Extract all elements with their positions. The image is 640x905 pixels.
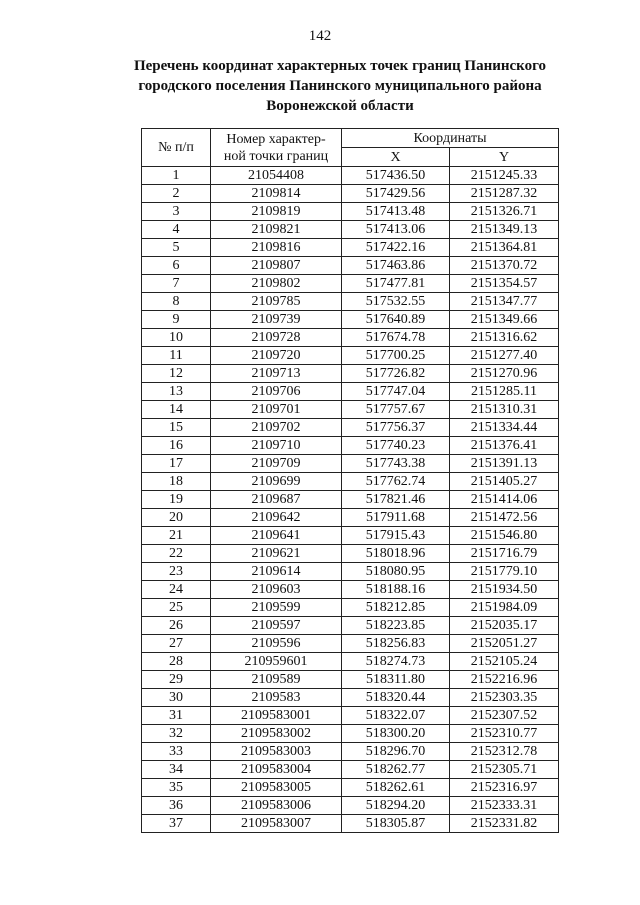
cell-point-id: 2109816 — [211, 239, 342, 257]
cell-number: 13 — [142, 383, 211, 401]
cell-number: 22 — [142, 545, 211, 563]
cell-x: 518188.16 — [342, 581, 450, 599]
cell-point-id: 2109785 — [211, 293, 342, 311]
table-row — [142, 617, 559, 635]
cell-point-id: 2109687 — [211, 491, 342, 509]
cell-x: 517756.37 — [342, 419, 450, 437]
cell-number: 37 — [142, 815, 211, 833]
cell-point-id: 2109710 — [211, 437, 342, 455]
cell-x: 518223.85 — [342, 617, 450, 635]
cell-point-id: 2109583001 — [211, 707, 342, 725]
cell-number: 9 — [142, 311, 211, 329]
cell-x: 518018.96 — [342, 545, 450, 563]
cell-point-id: 2109583006 — [211, 797, 342, 815]
table-row — [142, 311, 559, 329]
header-point-line-2: ной точки границ — [223, 148, 329, 164]
table-row — [142, 437, 559, 455]
cell-point-id: 2109819 — [211, 203, 342, 221]
cell-point-id: 2109583005 — [211, 779, 342, 797]
cell-number: 32 — [142, 725, 211, 743]
table-row — [142, 365, 559, 383]
cell-number: 35 — [142, 779, 211, 797]
cell-x: 518212.85 — [342, 599, 450, 617]
cell-y: 2151287.32 — [450, 185, 559, 203]
cell-x: 517757.67 — [342, 401, 450, 419]
cell-point-id: 21054408 — [211, 167, 342, 185]
cell-x: 517532.55 — [342, 293, 450, 311]
cell-x: 518274.73 — [342, 653, 450, 671]
cell-point-id: 2109596 — [211, 635, 342, 653]
cell-point-id: 2109583007 — [211, 815, 342, 833]
cell-number: 31 — [142, 707, 211, 725]
table-row — [142, 527, 559, 545]
cell-y: 2151326.71 — [450, 203, 559, 221]
cell-point-id: 2109802 — [211, 275, 342, 293]
cell-number: 16 — [142, 437, 211, 455]
cell-number: 25 — [142, 599, 211, 617]
cell-y: 2152310.77 — [450, 725, 559, 743]
cell-point-id: 2109713 — [211, 365, 342, 383]
cell-number: 8 — [142, 293, 211, 311]
cell-x: 517743.38 — [342, 455, 450, 473]
cell-y: 2152305.71 — [450, 761, 559, 779]
table-row — [142, 473, 559, 491]
cell-x: 518296.70 — [342, 743, 450, 761]
cell-point-id: 2109709 — [211, 455, 342, 473]
cell-number: 4 — [142, 221, 211, 239]
table-row — [142, 635, 559, 653]
header-y: Y — [450, 148, 559, 167]
table-row — [142, 725, 559, 743]
cell-x: 517413.48 — [342, 203, 450, 221]
cell-y: 2151984.09 — [450, 599, 559, 617]
cell-y: 2151245.33 — [450, 167, 559, 185]
cell-y: 2151364.81 — [450, 239, 559, 257]
table-row — [142, 383, 559, 401]
cell-y: 2151310.31 — [450, 401, 559, 419]
header-x: X — [342, 148, 450, 167]
cell-x: 517747.04 — [342, 383, 450, 401]
cell-x: 517463.86 — [342, 257, 450, 275]
cell-y: 2151349.66 — [450, 311, 559, 329]
cell-y: 2151472.56 — [450, 509, 559, 527]
cell-y: 2152333.31 — [450, 797, 559, 815]
cell-number: 7 — [142, 275, 211, 293]
table-row — [142, 797, 559, 815]
table-row — [142, 203, 559, 221]
cell-point-id: 2109701 — [211, 401, 342, 419]
cell-point-id: 2109583002 — [211, 725, 342, 743]
table-row — [142, 599, 559, 617]
table-row — [142, 221, 559, 239]
cell-x: 517413.06 — [342, 221, 450, 239]
cell-number: 29 — [142, 671, 211, 689]
cell-point-id: 2109699 — [211, 473, 342, 491]
table-row — [142, 815, 559, 833]
cell-number: 20 — [142, 509, 211, 527]
cell-x: 518311.80 — [342, 671, 450, 689]
cell-number: 30 — [142, 689, 211, 707]
table-row — [142, 509, 559, 527]
cell-y: 2152035.17 — [450, 617, 559, 635]
table-row — [142, 347, 559, 365]
cell-point-id: 2109821 — [211, 221, 342, 239]
cell-y: 2151546.80 — [450, 527, 559, 545]
cell-number: 24 — [142, 581, 211, 599]
cell-point-id: 2109589 — [211, 671, 342, 689]
cell-point-id: 2109603 — [211, 581, 342, 599]
cell-number: 21 — [142, 527, 211, 545]
cell-point-id: 210959601 — [211, 653, 342, 671]
table-row — [142, 329, 559, 347]
cell-y: 2151934.50 — [450, 581, 559, 599]
cell-y: 2151370.72 — [450, 257, 559, 275]
cell-point-id: 2109720 — [211, 347, 342, 365]
cell-number: 18 — [142, 473, 211, 491]
cell-y: 2152331.82 — [450, 815, 559, 833]
page-number: 142 — [308, 28, 332, 44]
cell-number: 14 — [142, 401, 211, 419]
cell-number: 6 — [142, 257, 211, 275]
cell-point-id: 2109807 — [211, 257, 342, 275]
header-point-line-1: Номер характер- — [226, 131, 326, 147]
cell-x: 518300.20 — [342, 725, 450, 743]
cell-y: 2151354.57 — [450, 275, 559, 293]
cell-y: 2151285.11 — [450, 383, 559, 401]
table-row — [142, 545, 559, 563]
table-row — [142, 689, 559, 707]
cell-y: 2152316.97 — [450, 779, 559, 797]
cell-x: 517915.43 — [342, 527, 450, 545]
document-title — [120, 56, 560, 116]
header-coordinates: Координаты — [342, 129, 559, 148]
table-row — [142, 707, 559, 725]
cell-point-id: 2109641 — [211, 527, 342, 545]
cell-y: 2152216.96 — [450, 671, 559, 689]
cell-number: 12 — [142, 365, 211, 383]
cell-y: 2152307.52 — [450, 707, 559, 725]
coordinates-table — [141, 128, 559, 833]
table-row — [142, 581, 559, 599]
table-row — [142, 167, 559, 185]
cell-number: 1 — [142, 167, 211, 185]
cell-y: 2152312.78 — [450, 743, 559, 761]
cell-number: 10 — [142, 329, 211, 347]
cell-x: 518080.95 — [342, 563, 450, 581]
cell-number: 36 — [142, 797, 211, 815]
table-row — [142, 563, 559, 581]
title-line: Перечень координат характерных точек границ Панинского — [133, 58, 547, 74]
cell-y: 2151779.10 — [450, 563, 559, 581]
cell-point-id: 2109583004 — [211, 761, 342, 779]
cell-number: 17 — [142, 455, 211, 473]
cell-y: 2151716.79 — [450, 545, 559, 563]
cell-number: 28 — [142, 653, 211, 671]
cell-point-id: 2109583 — [211, 689, 342, 707]
cell-number: 5 — [142, 239, 211, 257]
cell-x: 518322.07 — [342, 707, 450, 725]
table-body — [142, 167, 559, 833]
cell-point-id: 2109728 — [211, 329, 342, 347]
cell-number: 33 — [142, 743, 211, 761]
cell-x: 517700.25 — [342, 347, 450, 365]
table-row — [142, 491, 559, 509]
table-row — [142, 185, 559, 203]
cell-point-id: 2109621 — [211, 545, 342, 563]
table-row — [142, 257, 559, 275]
table-row — [142, 653, 559, 671]
cell-point-id: 2109597 — [211, 617, 342, 635]
cell-y: 2151347.77 — [450, 293, 559, 311]
table-row — [142, 761, 559, 779]
cell-point-id: 2109814 — [211, 185, 342, 203]
header-point-number — [211, 129, 342, 167]
cell-number: 15 — [142, 419, 211, 437]
cell-x: 517477.81 — [342, 275, 450, 293]
cell-x: 518262.77 — [342, 761, 450, 779]
cell-point-id: 2109642 — [211, 509, 342, 527]
cell-y: 2151391.13 — [450, 455, 559, 473]
table-row — [142, 455, 559, 473]
cell-x: 517429.56 — [342, 185, 450, 203]
cell-number: 19 — [142, 491, 211, 509]
cell-y: 2152051.27 — [450, 635, 559, 653]
cell-x: 518320.44 — [342, 689, 450, 707]
cell-x: 517911.68 — [342, 509, 450, 527]
cell-x: 517436.50 — [342, 167, 450, 185]
cell-point-id: 2109702 — [211, 419, 342, 437]
cell-y: 2151270.96 — [450, 365, 559, 383]
cell-x: 517640.89 — [342, 311, 450, 329]
cell-x: 517821.46 — [342, 491, 450, 509]
cell-y: 2151349.13 — [450, 221, 559, 239]
cell-x: 518262.61 — [342, 779, 450, 797]
cell-x: 517674.78 — [342, 329, 450, 347]
table-row — [142, 401, 559, 419]
cell-y: 2151334.44 — [450, 419, 559, 437]
cell-number: 3 — [142, 203, 211, 221]
cell-y: 2151376.41 — [450, 437, 559, 455]
cell-y: 2151405.27 — [450, 473, 559, 491]
cell-number: 27 — [142, 635, 211, 653]
cell-number: 34 — [142, 761, 211, 779]
cell-x: 518256.83 — [342, 635, 450, 653]
cell-x: 518305.87 — [342, 815, 450, 833]
cell-y: 2152303.35 — [450, 689, 559, 707]
cell-y: 2152105.24 — [450, 653, 559, 671]
cell-number: 26 — [142, 617, 211, 635]
header-number: № п/п — [142, 129, 211, 167]
cell-point-id: 2109614 — [211, 563, 342, 581]
cell-x: 517740.23 — [342, 437, 450, 455]
cell-x: 517762.74 — [342, 473, 450, 491]
table-row — [142, 419, 559, 437]
cell-y: 2151316.62 — [450, 329, 559, 347]
table-row — [142, 239, 559, 257]
cell-number: 11 — [142, 347, 211, 365]
table-row — [142, 275, 559, 293]
cell-x: 517726.82 — [342, 365, 450, 383]
cell-point-id: 2109739 — [211, 311, 342, 329]
table-row — [142, 671, 559, 689]
cell-y: 2151277.40 — [450, 347, 559, 365]
cell-point-id: 2109599 — [211, 599, 342, 617]
cell-number: 23 — [142, 563, 211, 581]
table-row — [142, 779, 559, 797]
cell-point-id: 2109583003 — [211, 743, 342, 761]
title-line: городского поселения Панинского муниципального района — [138, 78, 542, 94]
cell-y: 2151414.06 — [450, 491, 559, 509]
title-line: Воронежской области — [266, 98, 414, 114]
table-row — [142, 293, 559, 311]
cell-x: 517422.16 — [342, 239, 450, 257]
cell-point-id: 2109706 — [211, 383, 342, 401]
cell-number: 2 — [142, 185, 211, 203]
table-row — [142, 743, 559, 761]
cell-x: 518294.20 — [342, 797, 450, 815]
